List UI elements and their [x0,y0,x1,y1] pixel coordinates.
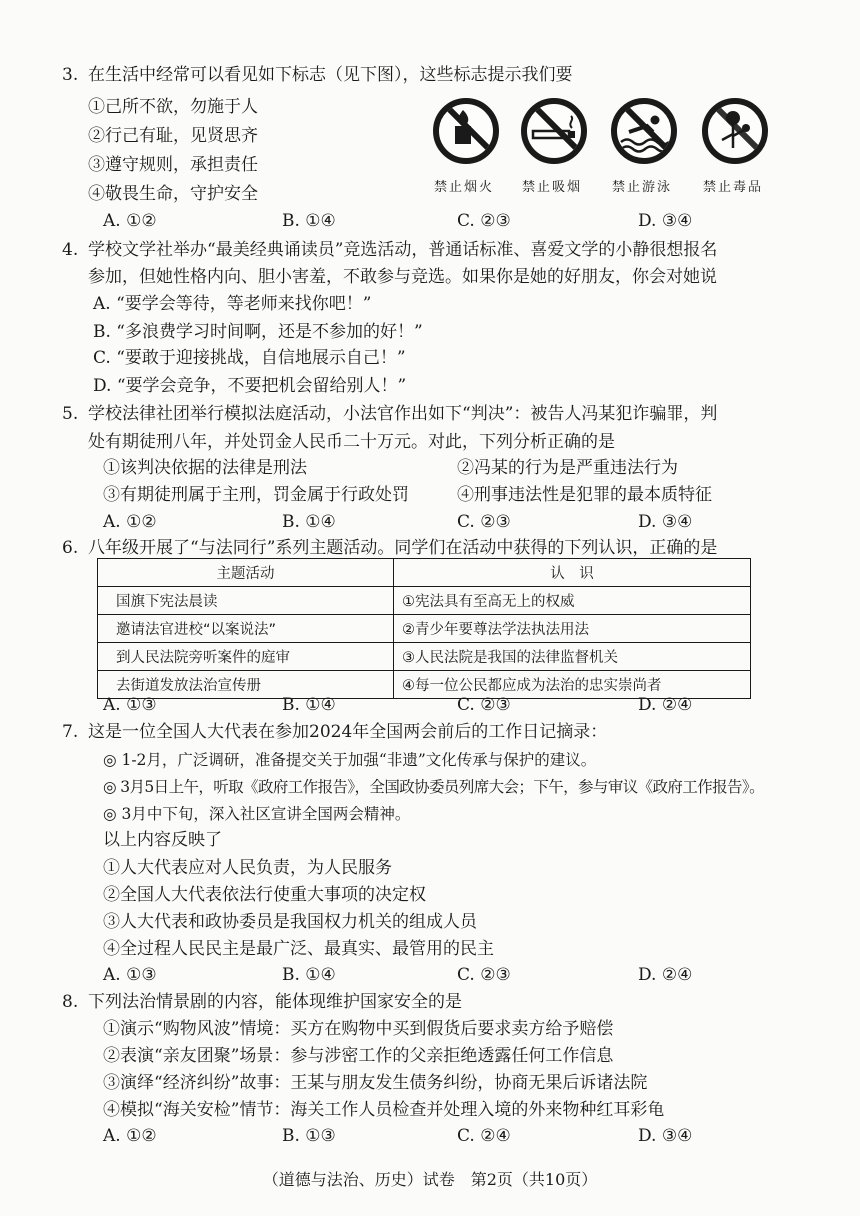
q8-item-1: ①演示“购物风波”情境：买方在购物中买到假货后要求卖方给予赔偿 [103,1019,614,1039]
q7-item-4: ④全过程人民民主是最广泛、最真实、最管用的民主 [103,939,494,959]
table-row [98,615,751,643]
q4-choice-b: B. “多浪费学习时间啊，还是不参加的好！” [93,322,423,342]
q3-option-b: B. ①④ [282,211,336,231]
q4-choice-d: D. “要学会竞争，不要把机会留给别人！” [93,376,407,396]
q6-option-a: A. ①③ [103,695,157,715]
no-smoking-icon [521,98,587,164]
q5-stem-line-1: 学校法律社团举行模拟法庭活动，小法官作出如下“判决”：被告人冯某犯诈骗罪，判 [88,404,718,424]
page-footer: （道德与法治、历史）试卷 第2页（共10页） [262,1170,598,1189]
table-cell-understanding: ②青少年要尊法学法执法用法 [394,615,751,643]
q7-item-1: ①人大代表应对人民负责，为人民服务 [103,858,392,878]
q5-option-b: B. ①④ [282,512,336,532]
q5-number: 5. [62,404,79,424]
table-header-row [98,559,751,587]
q5-item-4: ④刑事违法性是犯罪的最本质特征 [457,485,712,505]
q4-stem-line-2: 参加，但她性格内向、胆小害羞，不敢参与竞选。如果你是她的好朋友，你会对她说 [88,267,717,287]
table-cell-understanding: ③人民法院是我国的法律监督机关 [394,643,751,671]
table-header-activity: 主题活动 [98,559,394,587]
q7-option-b: B. ①④ [282,965,336,985]
q4-number: 4. [62,240,79,260]
q6-table [97,558,751,699]
q8-stem: 下列法治情景剧的内容，能体现维护国家安全的是 [88,992,462,1012]
q7-diary-entry-1: ◎ 1-2月，广泛调研，准备提交关于加强“非遗”文化传承与保护的建议。 [103,751,597,769]
q8-item-2: ②表演“亲友团聚”场景：参与涉密工作的父亲拒绝透露任何工作信息 [103,1046,614,1066]
q5-stem-line-2: 处有期徒刑八年，并处罚金人民币二十万元。对此，下列分析正确的是 [88,432,615,452]
q5-item-2: ②冯某的行为是严重违法行为 [457,458,678,478]
q6-stem: 八年级开展了“与法同行”系列主题活动。同学们在活动中获得的下列认识，正确的是 [88,538,718,558]
sign-label-no-drugs: 禁止毒品 [703,180,764,195]
q5-item-3: ③有期徒刑属于主刑，罚金属于行政处罚 [103,485,409,505]
q7-option-a: A. ①③ [103,965,157,985]
q3-item-1: ①己所不欲，勿施于人 [88,97,258,117]
q7-lead: 以上内容反映了 [103,830,222,850]
no-drugs-icon [702,98,768,164]
q7-diary-entry-2: ◎ 3月5日上午，听取《政府工作报告》，全国政协委员列席大会；下午，参与审议《政府工作报告》。 [103,778,764,796]
q3-number: 3. [62,65,79,85]
q3-item-3: ③遵守规则，承担责任 [88,155,258,175]
q7-item-3: ③人大代表和政协委员是我国权力机关的组成人员 [103,912,477,932]
q7-stem: 这是一位全国人大代表在参加2024年全国两会前后的工作日记摘录： [88,722,608,742]
table-row [98,643,751,671]
q3-stem: 在生活中经常可以看见如下标志（见下图），这些标志提示我们要 [88,65,573,85]
q6-option-d: D. ②④ [638,695,693,715]
no-fire-icon [433,98,499,164]
sign-label-no-smoking: 禁止吸烟 [522,180,583,195]
q7-diary-entry-3: ◎ 3月中下旬，深入社区宣讲全国两会精神。 [103,805,411,823]
q5-item-1: ①该判决依据的法律是刑法 [103,458,307,478]
sign-label-no-fire: 禁止烟火 [434,180,495,195]
q7-option-d: D. ②④ [638,965,693,985]
q3-option-d: D. ③④ [638,211,693,231]
q3-item-2: ②行己有耻，见贤思齐 [88,126,258,146]
q3-item-4: ④敬畏生命，守护安全 [88,184,258,204]
no-swimming-icon [611,98,677,164]
q4-stem-line-1: 学校文学社举办“最美经典诵读员”竞选活动，普通话标准、喜爱文学的小静很想报名 [88,240,718,260]
q3-option-a: A. ①② [103,211,157,231]
q5-option-a: A. ①② [103,512,157,532]
q4-choice-c: C. “要敢于迎接挑战，自信地展示自己！” [93,348,406,368]
q8-item-3: ③演绎“经济纠纷”故事：王某与朋友发生债务纠纷，协商无果后诉诸法院 [103,1073,648,1093]
q8-number: 8. [62,992,79,1012]
q4-choice-a: A. “要学会等待，等老师来找你吧！” [93,294,372,314]
q5-option-c: C. ②③ [457,512,511,532]
table-cell-understanding: ①宪法具有至高无上的权威 [394,587,751,615]
q7-option-c: C. ②③ [457,965,511,985]
table-cell-understanding: ④每一位公民都应成为法治的忠实崇尚者 [394,671,751,699]
q8-option-b: B. ①③ [282,1126,336,1146]
q3-option-c: C. ②③ [457,211,511,231]
q6-option-c: C. ②③ [457,695,511,715]
q5-option-d: D. ③④ [638,512,693,532]
table-cell-activity: 去街道发放法治宣传册 [98,671,394,699]
table-cell-activity: 到人民法院旁听案件的庭审 [98,643,394,671]
q6-option-b: B. ①④ [282,695,336,715]
q8-option-c: C. ②④ [457,1126,511,1146]
table-cell-activity: 国旗下宪法晨读 [98,587,394,615]
q7-item-2: ②全国人大代表依法行使重大事项的决定权 [103,885,426,905]
table-cell-activity: 邀请法官进校“以案说法” [98,615,394,643]
q6-number: 6. [62,538,79,558]
q8-option-a: A. ①② [103,1126,157,1146]
q7-number: 7. [62,722,79,742]
sign-label-no-swimming: 禁止游泳 [612,180,673,195]
q8-option-d: D. ③④ [638,1126,693,1146]
table-header-understanding: 认 识 [394,559,751,587]
table-row [98,587,751,615]
q8-item-4: ④模拟“海关安检”情节：海关工作人员检查并处理入境的外来物种红耳彩龟 [103,1100,665,1120]
